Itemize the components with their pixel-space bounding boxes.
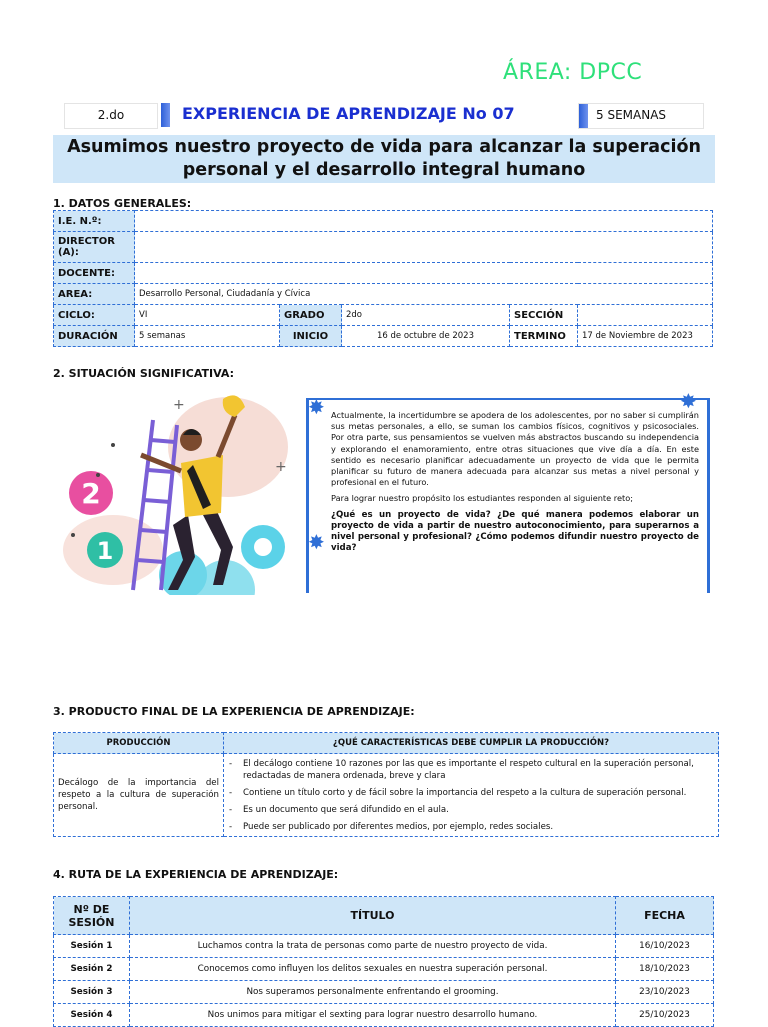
section-4-heading: 4. RUTA DE LA EXPERIENCIA DE APRENDIZAJE:: [53, 868, 339, 881]
table-row: [54, 754, 719, 837]
experience-title: EXPERIENCIA DE APRENDIZAJE No 07: [182, 104, 515, 123]
dot-icon-3: [71, 533, 75, 537]
docente-value: [135, 263, 713, 284]
area-row-value: Desarrollo Personal, Ciudadanía y Cívica: [135, 284, 713, 305]
star-icon-2: ✸: [680, 389, 697, 413]
number-2: 2: [81, 477, 101, 510]
col-caracteristicas: ¿QUÉ CARACTERÍSTICAS DEBE CUMPLIR LA PRODUCCIÓN?: [224, 733, 719, 754]
section-3-heading: 3. PRODUCTO FINAL DE LA EXPERIENCIA DE APRENDIZAJE:: [53, 705, 415, 718]
titulo-cell: Conocemos como influyen los delitos sexuales en nuestra superación personal.: [130, 958, 616, 981]
sesion-cell: Sesión 1: [54, 935, 130, 958]
termino-value: 17 de Noviembre de 2023: [578, 326, 713, 347]
list-item: - Puede ser publicado por diferentes medios, por ejemplo, redes sociales.: [229, 822, 554, 832]
fecha-cell: 25/10/2023: [616, 1004, 714, 1027]
weeks-box: [578, 103, 704, 129]
section-2-heading: 2. SITUACIÓN SIGNIFICATIVA:: [53, 367, 235, 380]
titulo-cell: Luchamos contra la trata de personas como parte de nuestro proyecto de vida.: [130, 935, 616, 958]
table-row: [54, 897, 714, 935]
star-icon: ✸: [308, 395, 325, 419]
seccion-value: [578, 305, 713, 326]
dot-icon: [111, 443, 115, 447]
table-row: [54, 263, 713, 284]
director-value: [135, 232, 713, 263]
sesion-cell: Sesión 3: [54, 981, 130, 1004]
seccion-label: SECCIÓN: [510, 305, 578, 326]
duracion-label: DURACIÓN: [54, 326, 135, 347]
weeks-accent-bar: [579, 104, 588, 128]
section-1-heading: 1. DATOS GENERALES:: [53, 197, 192, 210]
dot-icon-2: [96, 473, 100, 477]
gear-hole: [254, 538, 272, 556]
table-row: [54, 284, 713, 305]
table-row: [54, 305, 713, 326]
situacion-questions: ¿Qué es un proyecto de vida? ¿De qué manera podemos elaborar un proyecto de vida a partir de nuestro autoconocimiento, para superarnos a nivel personal y profesional? ¿Cómo podemos difundir nuestro proyecto de vida?: [331, 509, 699, 554]
header-accent-bar: [161, 103, 170, 127]
inicio-label: INICIO: [280, 326, 342, 347]
inicio-value: 16 de octubre de 2023: [342, 326, 510, 347]
table-row: [54, 1004, 714, 1027]
col-fecha: FECHA: [616, 897, 714, 935]
situacion-box: [306, 398, 710, 593]
weeks-text: 5 SEMANAS: [596, 108, 667, 122]
table-row: [54, 958, 714, 981]
situacion-paragraph-1: Actualmente, la incertidumbre se apodera de los adolescentes, por no saber si cumplirán sus metas personales, a ello, se suman los cambios físicos, cognitivos y psicosociales. Por otra parte, sus pensamientos se vuelven más abstractos buscando su independencia y explorando el enamoramiento, entre otras situaciones que vive día a día. En este sentido es necesario planificar adecuadamente un proyecto de vida que le permita planificar su futuro de manera adecuada para alcanzar sus metas a nivel personal y profesional en el futuro.: [331, 410, 699, 488]
fecha-cell: 23/10/2023: [616, 981, 714, 1004]
sesion-cell: Sesión 2: [54, 958, 130, 981]
grado-value: 2do: [342, 305, 510, 326]
producto-table: [53, 732, 719, 837]
number-1: 1: [96, 537, 114, 565]
area-row-label: AREA:: [54, 284, 135, 305]
docente-label: DOCENTE:: [54, 263, 135, 284]
produccion-cell: Decálogo de la importancia del respeto a la cultura de superación personal.: [54, 754, 224, 837]
col-titulo: TÍTULO: [130, 897, 616, 935]
caracteristicas-cell: [224, 754, 719, 837]
ie-label: I.E. N.º:: [54, 211, 135, 232]
table-row: [54, 211, 713, 232]
list-item: - Contiene un título corto y de fácil sobre la importancia del respeto a la cultura de superación personal.: [229, 788, 687, 798]
grade-box: 2.do: [64, 103, 158, 129]
ruta-table: [53, 896, 714, 1027]
area-label: ÁREA: DPCC: [503, 60, 643, 85]
director-label: DIRECTOR (A):: [54, 232, 135, 263]
fecha-cell: 16/10/2023: [616, 935, 714, 958]
table-row: [54, 935, 714, 958]
sesion-cell: Sesión 4: [54, 1004, 130, 1027]
ciclo-value: VI: [135, 305, 280, 326]
titulo-cell: Nos unimos para mitigar el sexting para lograr nuestro desarrollo humano.: [130, 1004, 616, 1027]
col-sesion: Nº DE SESIÓN: [54, 897, 130, 935]
fecha-cell: 18/10/2023: [616, 958, 714, 981]
situacion-paragraph-2: Para lograr nuestro propósito los estudiantes responden al siguiente reto;: [331, 493, 633, 504]
titulo-cell: Nos superamos personalmente enfrentando el grooming.: [130, 981, 616, 1004]
list-item: - Es un documento que será difundido en el aula.: [229, 805, 449, 815]
table-row: [54, 733, 719, 754]
plus-icon-2: +: [275, 459, 287, 475]
col-produccion: PRODUCCIÓN: [54, 733, 224, 754]
ciclo-label: CICLO:: [54, 305, 135, 326]
table-row: [54, 981, 714, 1004]
star-icon-3: ✸: [308, 530, 325, 554]
table-row: [54, 232, 713, 263]
ie-value: [135, 211, 713, 232]
table-row: [54, 326, 713, 347]
ladder-illustration: [53, 385, 299, 595]
termino-label: TERMINO: [510, 326, 578, 347]
datos-generales-table: [53, 210, 713, 347]
grado-label: GRADO: [280, 305, 342, 326]
plus-icon: +: [173, 397, 185, 413]
list-item: - El decálogo contiene 10 razones por las que es importante el respeto cultural en la superación personal, redactadas de manera ordenada, breve y clara: [229, 759, 694, 781]
main-title: Asumimos nuestro proyecto de vida para alcanzar la superación personal y el desarrollo integral humano: [53, 135, 715, 183]
duracion-value: 5 semanas: [135, 326, 280, 347]
